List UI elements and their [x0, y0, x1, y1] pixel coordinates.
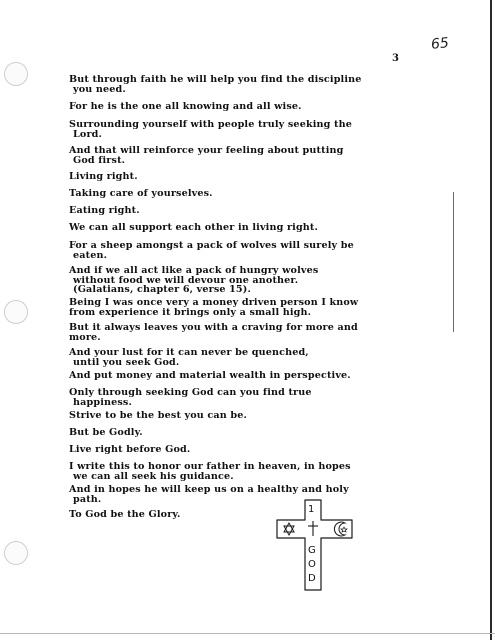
paragraph: And your lust for it can never be quenched, until you seek God.: [69, 347, 309, 368]
paragraph: But be Godly.: [69, 427, 143, 438]
cross-letter-g: G: [308, 545, 316, 556]
cross-letter-o: O: [308, 559, 316, 570]
page-edge-bottom: [0, 633, 495, 634]
page-number: 3: [392, 53, 399, 64]
paragraph: Living right.: [69, 171, 138, 182]
paragraph: I write this to honor our father in heaven, in hopes we can all seek his guidance.: [69, 461, 351, 482]
paragraph: And if we all act like a pack of hungry wolves without food we will devour one another. (Galatians, chapter 6, verse 15).: [69, 265, 319, 296]
paragraph: For a sheep amongst a pack of wolves will surely be eaten.: [69, 240, 354, 261]
binder-hole-bottom: [4, 541, 28, 565]
margin-mark: [453, 192, 454, 332]
binder-hole-top: [4, 62, 28, 86]
handwritten-page-number: 65: [430, 35, 450, 53]
cross-letter-d: D: [308, 573, 316, 584]
paragraph: And in hopes he will keep us on a healthy and holy path.: [69, 484, 349, 505]
paragraph: And put money and material wealth in perspective.: [69, 370, 351, 381]
binder-hole-middle: [4, 300, 28, 324]
paragraph: Eating right.: [69, 205, 140, 216]
paragraph: Strive to be the best you can be.: [69, 410, 247, 421]
hand-drawn-cross: [275, 498, 355, 592]
paragraph: Only through seeking God can you find true happiness.: [69, 387, 312, 408]
paragraph: To God be the Glory.: [69, 509, 181, 520]
paragraph: We can all support each other in living right.: [69, 222, 318, 233]
page-edge: [490, 0, 492, 640]
cross-letter-1: 1: [308, 504, 315, 515]
paragraph: Being I was once very a money driven person I know from experience it brings only a small high.: [69, 297, 359, 318]
paragraph: Live right before God.: [69, 444, 191, 455]
paragraph: Taking care of yourselves.: [69, 188, 213, 199]
paragraph: But it always leaves you with a craving for more and more.: [69, 322, 358, 343]
paragraph: Surrounding yourself with people truly seeking the Lord.: [69, 119, 352, 140]
star-of-david-icon: [284, 523, 294, 535]
crescent-and-star-icon: [334, 522, 347, 536]
paragraph: For he is the one all knowing and all wise.: [69, 101, 302, 112]
paragraph: And that will reinforce your feeling about putting God first.: [69, 145, 344, 166]
paragraph: But through faith he will help you find the discipline you need.: [69, 74, 362, 95]
christian-cross-icon: [308, 521, 318, 536]
